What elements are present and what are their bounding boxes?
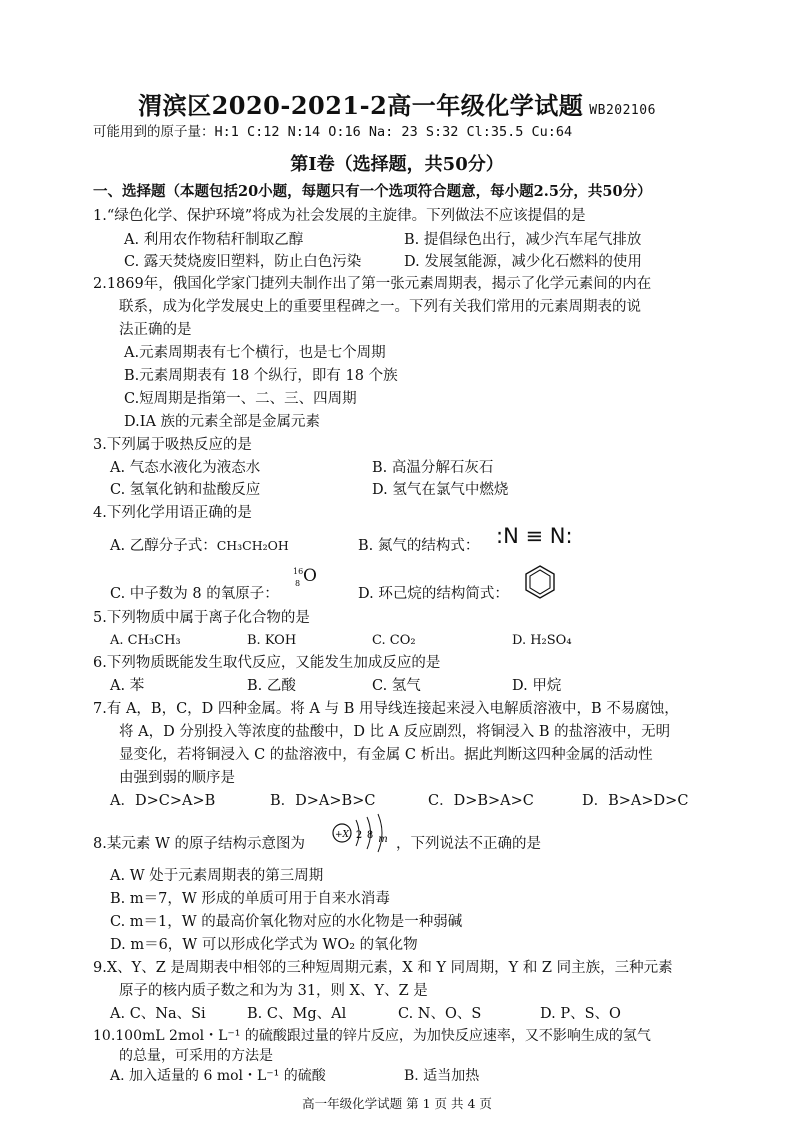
- q7-line-1: 7.有 A，B，C，D 四种金属。将 A 与 B 用导线连接起来浸入电解质溶液中，B 不易腐蚀，: [93, 701, 679, 717]
- shell-electrons-2: 8: [366, 830, 374, 841]
- q7-line-2: 将 A，D 分别投入等浓度的盐酸中，D 比 A 反应剧烈，将铜浸入 B 的盐溶液中，无明: [119, 724, 671, 740]
- q6-stem: 6.下列物质既能发生取代反应，又能发生加成反应的是: [93, 655, 441, 671]
- q6-option-b: B. 乙酸: [247, 678, 296, 694]
- title-text: 渭滨区2020-2021-2高一年级化学试题: [138, 91, 584, 120]
- q1-option-a: A. 利用农作物秸秆制取乙醇: [124, 232, 304, 248]
- q9-option-d: D. P、S、O: [540, 1006, 621, 1022]
- q8-option-c: C. m＝1，W 的最高价氧化物对应的水化物是一种弱碱: [110, 914, 463, 930]
- q3-option-a: A. 气态水液化为液态水: [110, 460, 261, 476]
- q9-line-2: 原子的核内质子数之和为为 31，则 X、Y、Z 是: [119, 983, 428, 999]
- q2-line-1: 2.1869年，俄国化学家门捷列夫制作出了第一张元素周期表，揭示了化学元素间的内在: [93, 276, 652, 292]
- q10-option-a: A. 加入适量的 6 mol・L⁻¹ 的硫酸: [110, 1068, 326, 1084]
- q8-option-a: A. W 处于元素周期表的第三周期: [110, 868, 324, 884]
- shell-arc-3: [378, 814, 382, 852]
- q8-stem-end: ，下列说法不正确的是: [396, 836, 541, 852]
- q10-line-2: 的总量，可采用的方法是: [119, 1048, 273, 1064]
- q6-option-c: C. 氢气: [372, 678, 421, 694]
- q9-option-a: A. C、Na、Si: [110, 1006, 206, 1022]
- q8-option-b: B. m＝7，W 形成的单质可用于自来水消毒: [110, 891, 390, 907]
- isotope-mass-number: 16: [293, 567, 304, 576]
- q4-option-a-label: A. 乙醇分子式：: [110, 538, 217, 554]
- nucleus-charge: +X: [335, 830, 349, 840]
- atomic-structure-diagram: [331, 812, 401, 860]
- q4-option-a-formula: CH₃CH₂OH: [216, 538, 289, 553]
- q7-line-4: 由强到弱的顺序是: [119, 770, 235, 786]
- q7-option-d: D．B>A>D>C: [582, 793, 689, 809]
- q5-stem: 5.下列物质中属于离子化合物的是: [93, 610, 310, 626]
- q1-option-d: D. 发展氢能源，减少化石燃料的使用: [404, 254, 642, 270]
- isotope-atomic-number: 8: [295, 579, 301, 588]
- q4-option-d-label: D. 环己烷的结构简式：: [358, 586, 509, 602]
- q2-line-3: 法正确的是: [119, 322, 192, 338]
- isotope-symbol: O: [303, 566, 317, 586]
- q9-option-b: B. C、Mg、Al: [247, 1006, 347, 1022]
- shell-electrons-1: 2: [355, 830, 363, 841]
- q10-line-1: 10.100mL 2mol・L⁻¹ 的硫酸跟过量的锌片反应，为加快反应速率，又不影响生成的氢气: [93, 1028, 651, 1044]
- q2-option-d: D.IA 族的元素全部是金属元素: [124, 414, 321, 430]
- q2-option-a: A.元素周期表有七个横行，也是七个周期: [124, 345, 386, 361]
- q6-option-a: A. 苯: [110, 678, 145, 694]
- q8-option-d: D. m＝6，W 可以形成化学式为 WO₂ 的氧化物: [110, 937, 418, 953]
- q7-line-3: 显变化，若将铜浸入 C 的盐溶液中，有金属 C 析出。据此判断这四种金属的活动性: [119, 747, 653, 763]
- volume-heading: 第Ⅰ卷（选择题，共50分）: [290, 154, 504, 175]
- q3-stem: 3.下列属于吸热反应的是: [93, 437, 252, 453]
- q6-option-d: D. 甲烷: [512, 678, 562, 694]
- q7-option-b: B．D>A>B>C: [270, 793, 376, 809]
- q5-option-a: A. CH₃CH₃: [110, 633, 181, 648]
- q4-option-c-label: C. 中子数为 8 的氧原子：: [110, 586, 279, 602]
- q1-stem: 1.“绿色化学、保护环境”将成为社会发展的主旋律。下列做法不应该提倡的是: [93, 208, 586, 224]
- cyclohexane-ring-icon: [523, 564, 557, 602]
- exam-title: [0, 86, 794, 121]
- q3-option-b: B. 高温分解石灰石: [372, 460, 494, 476]
- q4-option-b-formula: :N ≡ N:: [496, 524, 573, 548]
- q4-stem: 4.下列化学用语正确的是: [93, 505, 252, 521]
- q9-line-1: 9.X、Y、Z 是周期表中相邻的三种短周期元素，X 和 Y 同周期，Y 和 Z 同主族，三种元素: [93, 960, 673, 976]
- page-footer: 高一年级化学试题 第 1 页 共 4 页: [302, 1096, 492, 1111]
- q7-option-c: C．D>B>A>C: [428, 793, 534, 809]
- q7-option-a: A．D>C>A>B: [110, 793, 216, 809]
- q3-option-c: C. 氢氧化钠和盐酸反应: [110, 482, 261, 498]
- oxygen-isotope-symbol: [293, 566, 319, 602]
- q2-option-c: C.短周期是指第一、二、三、四周期: [124, 391, 357, 407]
- q5-option-d: D. H₂SO₄: [512, 633, 572, 648]
- q8-stem-start: 8.某元素 W 的原子结构示意图为: [93, 836, 305, 852]
- q2-option-b: B.元素周期表有 18 个纵行，即有 18 个族: [124, 368, 398, 384]
- q3-option-d: D. 氢气在氯气中燃烧: [372, 482, 509, 498]
- shell-electrons-3: m: [378, 834, 388, 845]
- section-heading: 一、选择题（本题包括20小题，每题只有一个选项符合题意，每小题2.5分，共50分）: [93, 183, 652, 200]
- q1-option-b: B. 提倡绿色出行，减少汽车尾气排放: [404, 232, 642, 248]
- q5-option-c: C. CO₂: [372, 633, 416, 648]
- q4-option-a: [110, 536, 289, 556]
- q10-option-b: B. 适当加热: [404, 1068, 480, 1084]
- q1-option-c: C. 露天焚烧废旧塑料，防止白色污染: [124, 254, 362, 270]
- q5-option-b: B. KOH: [247, 633, 297, 648]
- q9-option-c: C. N、O、S: [398, 1006, 482, 1022]
- q2-line-2: 联系，成为化学发展史上的重要里程碑之一。下列有关我们常用的元素周期表的说: [119, 299, 641, 315]
- q4-option-b-label: B. 氮气的结构式：: [358, 538, 480, 554]
- exam-code: WB202106: [589, 103, 656, 118]
- atomic-masses: 可能用到的原子量：H:1 C:12 N:14 O:16 Na: 23 S:32 Cl:35.5 Cu:64: [93, 124, 573, 140]
